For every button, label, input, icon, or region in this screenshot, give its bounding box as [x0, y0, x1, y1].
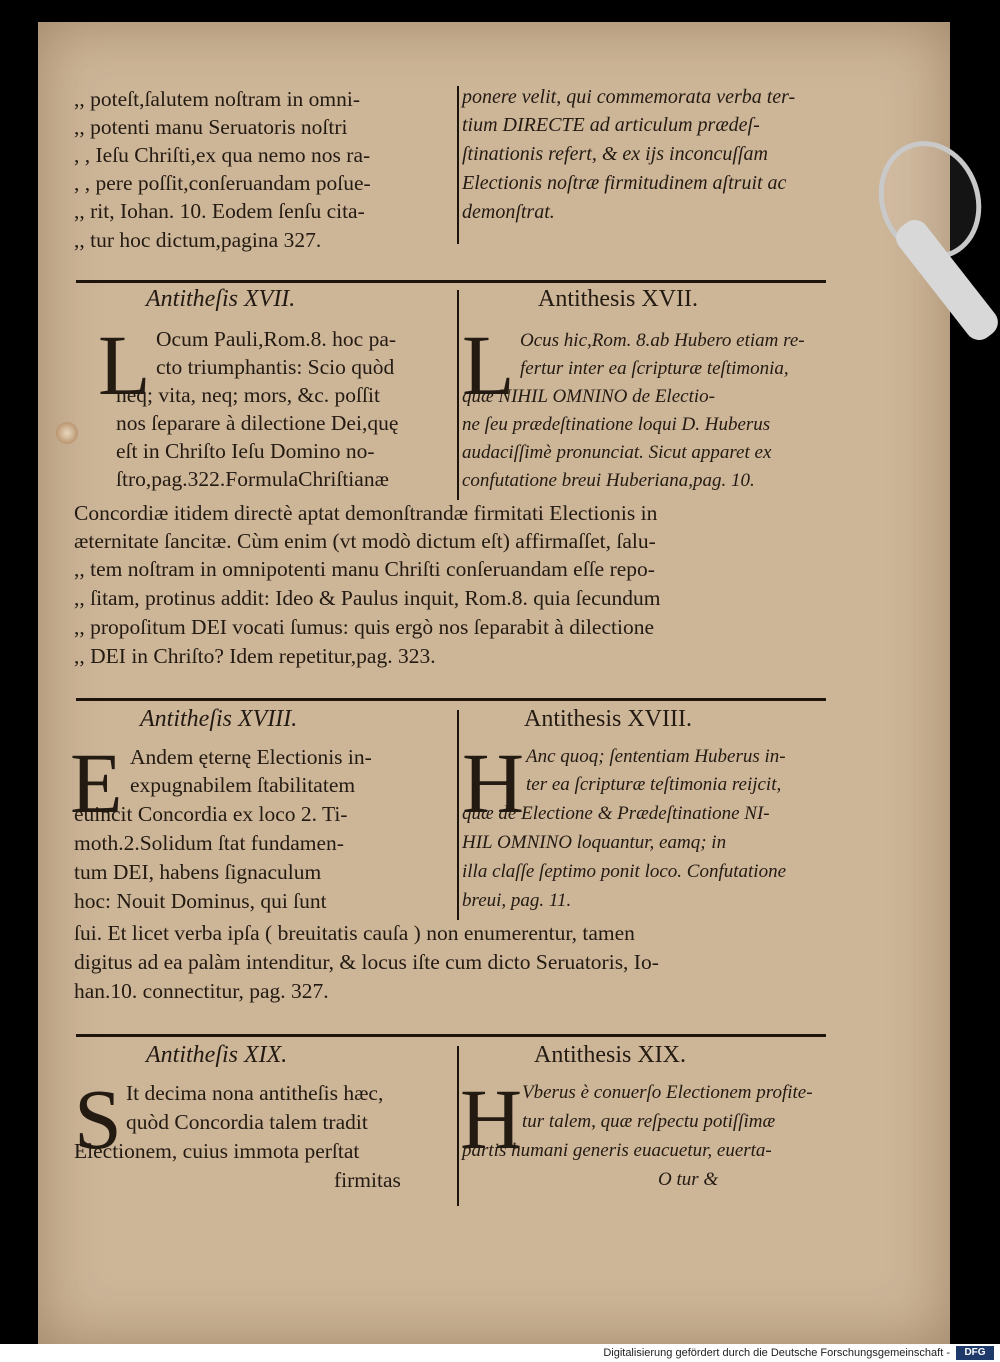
text-line: confutatione breui Huberiana,pag. 10. [462, 470, 755, 491]
text-line: audaciſſimè pronunciat. Sicut apparet ex [462, 442, 772, 463]
text-line: quòd Concordia talem tradit [126, 1110, 368, 1134]
text-line: firmitas [334, 1168, 401, 1192]
text-line: Ocus hic,Rom. 8.ab Hubero etiam re- [520, 330, 805, 351]
column-divider [457, 86, 459, 244]
text-line: ,, potenti manu Seruatoris noſtri [74, 115, 348, 139]
text-line: Ocum Pauli,Rom.8. hoc pa- [156, 327, 397, 351]
column-divider [457, 710, 459, 920]
text-line: eſt in Chriſto Ieſu Domino no- [116, 439, 375, 463]
text-line: quæ NIHIL OMNINO de Electio- [462, 386, 715, 407]
right-heading: Antithesis XVII. [538, 286, 698, 312]
text-line: tium DIRECTE ad articulum prædeſ- [462, 114, 760, 136]
funding-credit: Digitalisierung gefördert durch die Deutsche Forschungsgemeinschaft - [603, 1347, 950, 1359]
right-heading: Antithesis XVIII. [524, 706, 692, 732]
right-heading: Antithesis XIX. [534, 1042, 686, 1068]
text-line: moth.2.Solidum ſtat fundamen- [74, 831, 344, 855]
text-line: expugnabilem ſtabilitatem [130, 773, 356, 797]
text-line: ,, tur hoc dictum,pagina 327. [74, 228, 322, 252]
text-line: nos ſeparare à dilectione Dei,quę [116, 411, 399, 435]
text-line: ſtro,pag.322.FormulaChriſtianæ [116, 467, 389, 491]
text-line: digitus ad ea palàm intenditur, & locus iſte cum dicto Seruatoris, Io- [74, 950, 659, 974]
left-heading: Antitheſis XIX. [146, 1042, 288, 1068]
text-line: O tur & [658, 1169, 719, 1190]
text-line: Electionem, cuius immota perſtat [74, 1139, 360, 1163]
text-line: ,, ſitam, protinus addit: Ideo & Paulus inquit, Rom.8. quia ſecundum [74, 586, 661, 610]
text-line: ,, poteſt,ſalutem noſtram in omni- [74, 87, 361, 111]
drop-cap: H [462, 735, 525, 831]
text-line: ,, propoſitum DEI vocati ſumus: quis ergò nos ſeparabit à dilectione [74, 615, 654, 639]
section-rule [76, 1034, 826, 1037]
text-line: hoc: Nouit Dominus, qui ſunt [74, 889, 327, 913]
text-line: Electionis noſtræ firmitudinem aſtruit ac [462, 172, 787, 194]
text-line: Anc quoq; ſententiam Huberus in- [526, 746, 786, 767]
text-line: , , pere poſſit,conſeruandam poſue- [74, 171, 371, 195]
text-line: cto triumphantis: Scio quòd [156, 355, 395, 379]
drop-cap: E [70, 735, 123, 831]
text-line: ,, rit, Iohan. 10. Eodem ſenſu cita- [74, 199, 365, 223]
dfg-logo-icon: DFG [956, 1346, 994, 1360]
text-line: partis humani generis euacuetur, euerta- [462, 1140, 772, 1161]
text-line: Andem ęternę Electionis in- [130, 745, 372, 769]
book-page [38, 22, 950, 1344]
text-line: euincit Concordia ex loco 2. Ti- [74, 802, 348, 826]
text-line: Concordiæ itidem directè aptat demonſtrandæ firmitati Electionis in [74, 501, 658, 525]
section-rule [76, 280, 826, 283]
text-line: ,, DEI in Chriſto? Idem repetitur,pag. 323. [74, 644, 436, 668]
text-line: ,, tem noſtram in omnipotenti manu Chriſti conſeruandam eſſe repo- [74, 557, 655, 581]
text-line: , , Ieſu Chriſti,ex qua nemo nos ra- [74, 143, 371, 167]
text-line: It decima nona antitheſis hæc, [126, 1081, 384, 1105]
text-line: ſtinationis refert, & ex ijs inconcuſſam [462, 143, 768, 165]
text-line: fertur inter ea ſcripturæ teſtimonia, [520, 358, 789, 379]
footer-bar [0, 1344, 1000, 1362]
text-line: ponere velit, qui commemorata verba ter- [462, 86, 796, 108]
text-line: æternitate ſancitæ. Cùm enim (vt modò dictum eſt) affirmaſſet, ſalu- [74, 529, 656, 553]
text-line: ter ea ſcripturæ teſtimonia reijcit, [526, 774, 782, 795]
drop-cap: L [462, 317, 515, 413]
text-line: ne ſeu prædeſtinatione loqui D. Huberus [462, 414, 771, 435]
text-line: Vberus è conuerſo Electionem profite- [522, 1082, 813, 1103]
text-line: illa claſſe ſeptimo ponit loco. Confutatione [462, 861, 787, 882]
column-divider [457, 290, 459, 500]
text-line: breui, pag. 11. [462, 890, 572, 911]
text-line: demonſtrat. [462, 201, 555, 223]
drop-cap: H [460, 1071, 523, 1167]
column-divider [457, 1046, 459, 1206]
left-heading: Antitheſis XVII. [146, 286, 296, 312]
text-line: quæ de Electione & Prædeſtinatione NI- [462, 803, 770, 824]
text-line: ſui. Et licet verba ipſa ( breuitatis cauſa ) non enumerentur, tamen [74, 921, 635, 945]
text-line: tum DEI, habens ſignaculum [74, 860, 322, 884]
drop-cap: S [74, 1071, 122, 1167]
text-line: tur talem, quæ reſpectu potiſſimæ [522, 1111, 776, 1132]
left-heading: Antitheſis XVIII. [140, 706, 298, 732]
section-rule [76, 698, 826, 701]
text-line: han.10. connectitur, pag. 327. [74, 979, 329, 1003]
text-line: neq; vita, neq; mors, &c. poſſit [116, 383, 380, 407]
text-line: HIL OMNINO loquantur, eamq; in [462, 832, 727, 853]
drop-cap: L [98, 317, 151, 413]
paper-stain [56, 422, 78, 444]
